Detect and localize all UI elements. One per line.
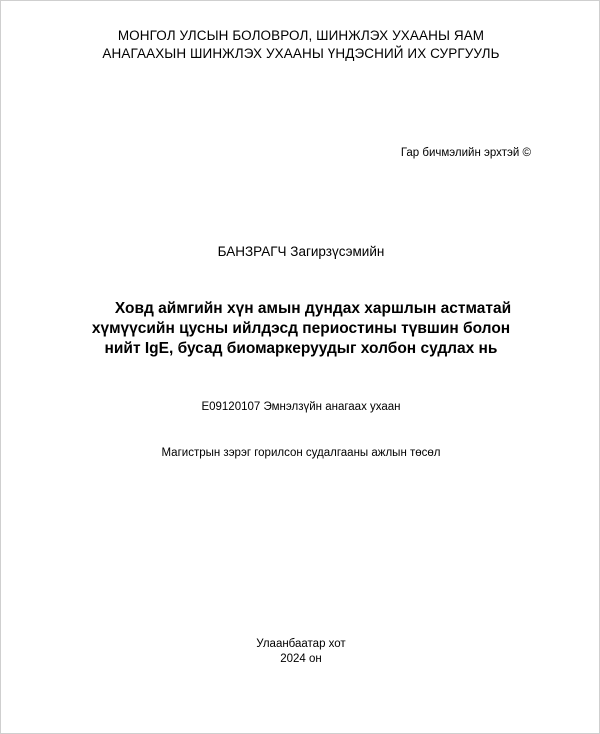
author-name: БАНЗРАГЧ Загирзүсэмийн <box>217 244 385 259</box>
specialty-code: E09120107 Эмнэлзүйн анагаах ухаан <box>201 401 401 413</box>
publication-year: 2024 он <box>280 653 322 665</box>
place-of-publication: Улаанбаатар хот <box>256 638 346 650</box>
copyright-notice: Гар бичмэлийн эрхтэй © <box>400 147 531 159</box>
degree-statement: Магистрын зэрэг горилсон судалгааны ажлын төсөл <box>161 447 441 459</box>
thesis-title-line-3: нийт IgE, бусад биомаркеруудыг холбон судлах нь <box>104 340 498 357</box>
institution-line-2: АНАГААХЫН ШИНЖЛЭХ УХААНЫ ҮНДЭСНИЙ ИХ СУРГУУЛЬ <box>102 46 500 61</box>
thesis-title-line-1: Ховд аймгийн хүн амын дундах харшлын астматай <box>114 300 512 317</box>
thesis-title-line-2: хүмүүсийн цусны ийлдэсд периостины түвшин болон <box>91 320 511 337</box>
institution-line-1: МОНГОЛ УЛСЫН БОЛОВРОЛ, ШИНЖЛЭХ УХААНЫ ЯАМ <box>117 28 485 43</box>
